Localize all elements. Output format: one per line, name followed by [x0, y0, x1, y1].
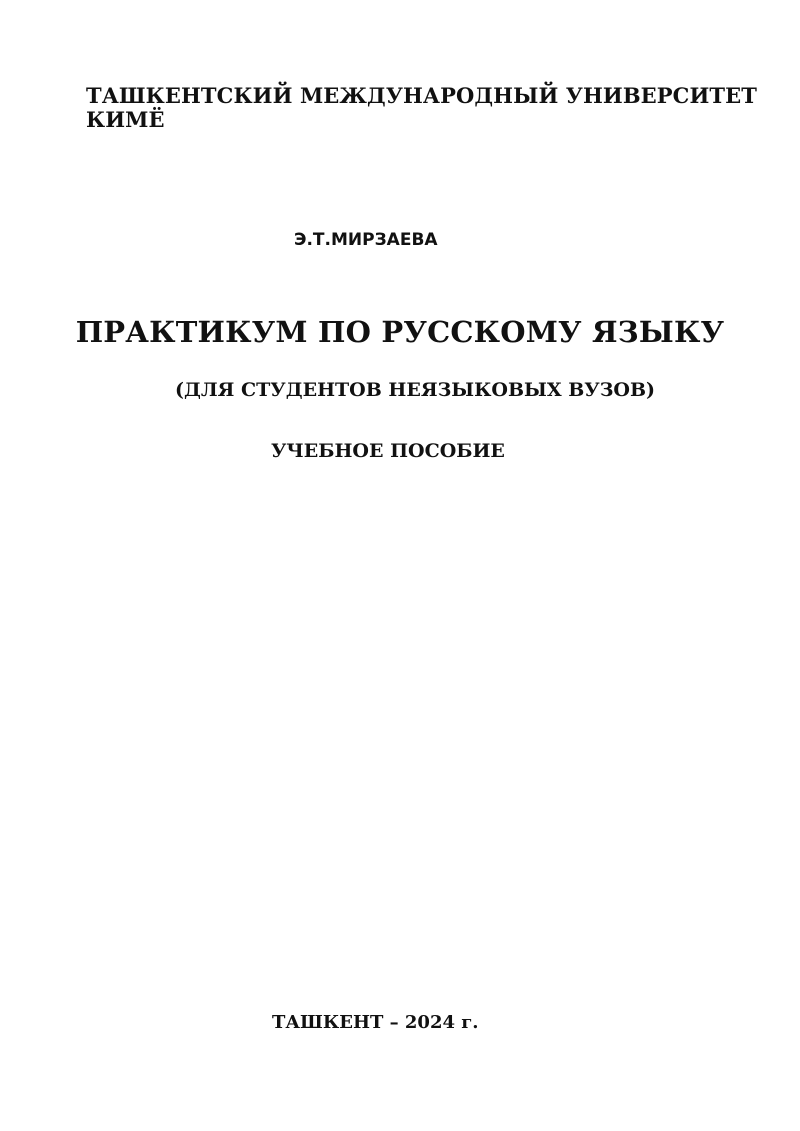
document-type: УЧЕБНОЕ ПОСОБИЕ — [271, 440, 505, 462]
university-name-line1: ТАШКЕНТСКИЙ МЕЖДУНАРОДНЫЙ УНИВЕРСИТЕТ — [86, 83, 757, 108]
university-name-line2: КИМЁ — [86, 107, 165, 132]
book-subtitle: (ДЛЯ СТУДЕНТОВ НЕЯЗЫКОВЫХ ВУЗОВ) — [174, 379, 655, 401]
place-and-year: ТАШКЕНТ – 2024 г. — [272, 1012, 479, 1033]
book-title: ПРАКТИКУМ ПО РУССКОМУ ЯЗЫКУ — [75, 315, 725, 349]
author-name: Э.Т.МИРЗАЕВА — [294, 230, 438, 250]
university-name — [86, 84, 757, 132]
